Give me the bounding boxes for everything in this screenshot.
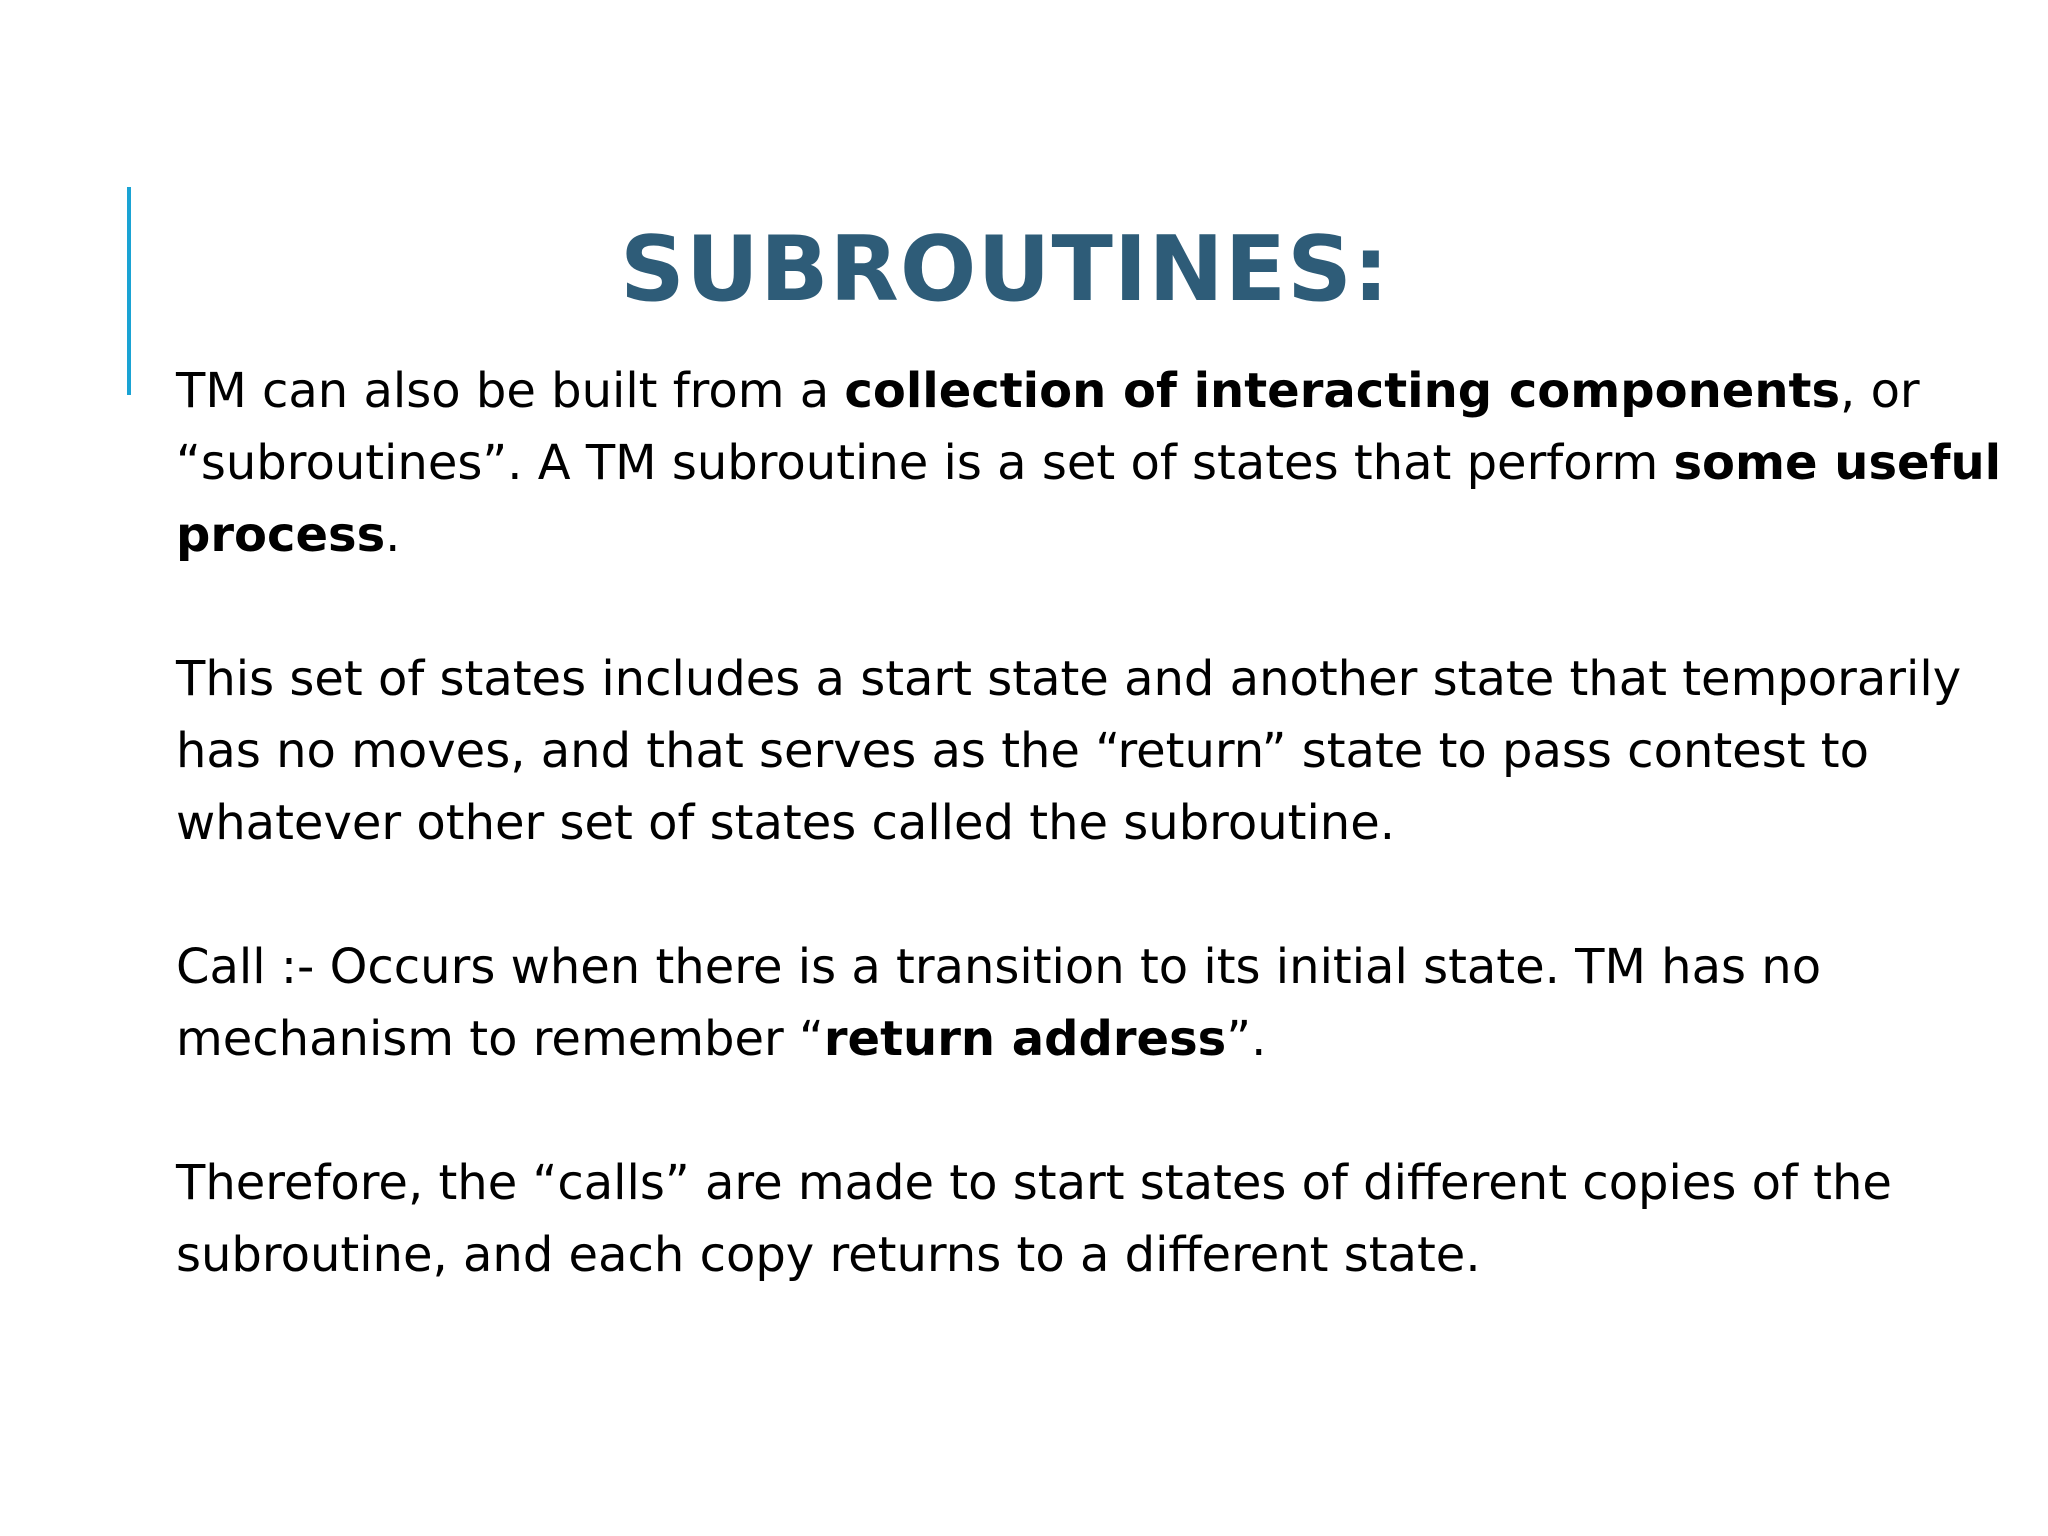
paragraph-text: Call :- Occurs when there is a transition to its initial state. TM has no mechanism to remember “ [176, 939, 1822, 1067]
emphasis-collection-components: collection of interacting components [844, 363, 1841, 419]
paragraph-call [176, 931, 2016, 1075]
emphasis-useful-process: some useful process [176, 435, 2002, 563]
paragraph-components [176, 355, 2016, 571]
slide-title: SUBROUTINES: [620, 217, 1390, 323]
paragraph-text: ”. [1226, 1011, 1267, 1067]
emphasis-return-address: return address [823, 1011, 1227, 1067]
paragraph-states: This set of states includes a start state and another state that temporarily has no moves, and that serves as the “return” state to pass contest to whatever other set of states called the subroutine. [176, 651, 1962, 851]
slide-body [176, 355, 2016, 1291]
paragraph-therefore: Therefore, the “calls” are made to start states of different copies of the subroutine, and each copy returns to a different state. [176, 1155, 1892, 1283]
paragraph-text: , or “subroutines”. A TM subroutine is a set of states that perform [176, 363, 1920, 491]
paragraph-text: TM can also be built from a [176, 363, 845, 419]
paragraph-text: . [385, 507, 401, 563]
